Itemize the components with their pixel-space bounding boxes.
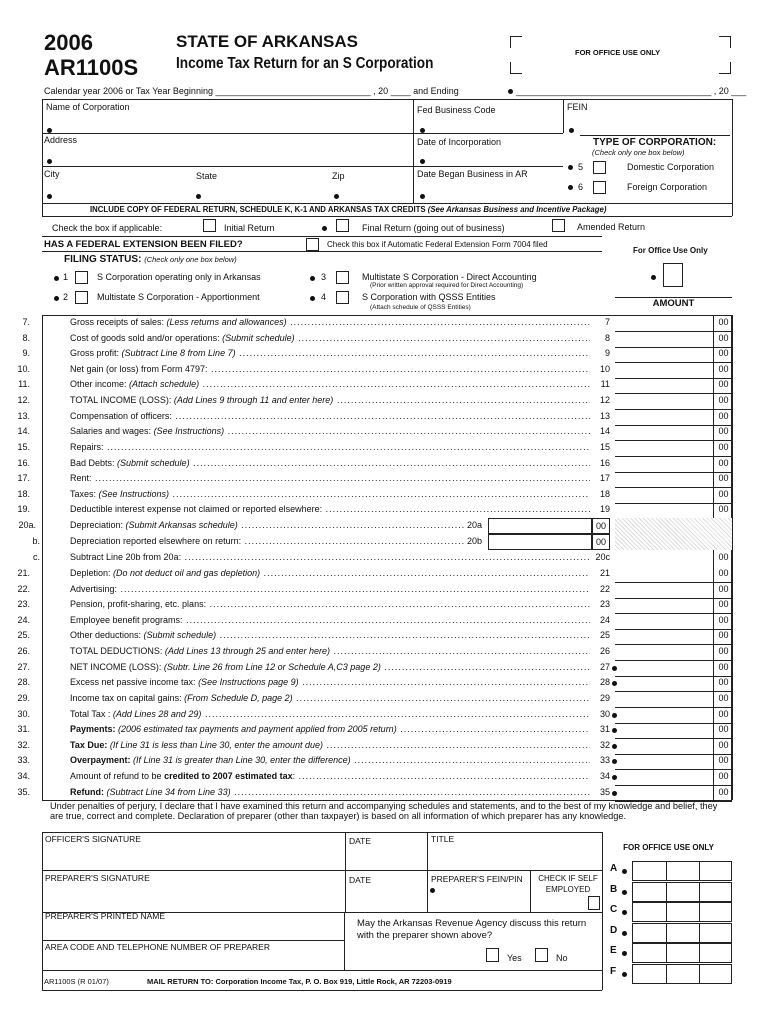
line-number: 17. xyxy=(17,473,30,484)
declaration-text: Under penalties of perjury, I declare that I have examined this return and accompanying schedules and statements, and to the best of my knowledge and belief, they are true, correct and complete. Declaration of preparer (other than taxpayer) is based on all information of which preparer has any knowledge. xyxy=(50,801,718,821)
line-number: 8. xyxy=(22,332,30,343)
line-ref: 16 xyxy=(599,457,610,468)
line-20b-amount[interactable] xyxy=(488,534,592,550)
preparer-signature-label: PREPARER'S SIGNATURE xyxy=(45,873,150,883)
line-number: 12. xyxy=(17,395,30,406)
line-cents: 00 xyxy=(713,738,733,754)
corp-type-5-num: 5 xyxy=(578,162,584,172)
line-cents: 00 xyxy=(713,722,733,738)
line-number: 32. xyxy=(17,739,30,750)
line-ref: 11 xyxy=(600,379,610,390)
line-number: 18. xyxy=(17,488,30,499)
bullet-icon xyxy=(54,296,59,301)
line-33 xyxy=(0,753,770,769)
line-26 xyxy=(0,644,770,660)
status-1-label: S Corporation operating only in Arkansas xyxy=(97,272,261,282)
line-number: 28. xyxy=(17,677,30,688)
line-28 xyxy=(0,675,770,691)
date-inc-label: Date of Incorporation xyxy=(417,137,502,147)
status-1-num: 1 xyxy=(63,272,69,282)
line-description: Depletion: (Do not deduct oil and gas depletion) ..... xyxy=(70,568,590,578)
bullet-icon xyxy=(420,194,425,199)
line-ref: 24 xyxy=(599,614,610,625)
bullet-icon xyxy=(47,159,52,164)
office-code-row xyxy=(632,882,732,902)
initial-return-label: Initial Return xyxy=(224,223,275,233)
line-ref: 29 xyxy=(599,692,610,703)
line-cents: 00 xyxy=(713,613,733,629)
status-3-checkbox[interactable] xyxy=(336,271,349,284)
line-number: 26. xyxy=(17,646,30,657)
office-code-row xyxy=(632,902,732,922)
corp-name-input[interactable] xyxy=(46,114,406,130)
line-cents: 00 xyxy=(713,691,733,707)
line-cents: 00 xyxy=(713,566,733,582)
zip-label: Zip xyxy=(332,171,345,181)
line-description: TOTAL DEDUCTIONS: (Add Lines 13 through 25 and enter here) ..... xyxy=(70,646,590,656)
line-32 xyxy=(0,738,770,754)
line-cents: 00 xyxy=(713,769,733,785)
final-return-checkbox[interactable] xyxy=(336,219,349,232)
corp-type-6-num: 6 xyxy=(578,182,584,192)
line-cents: 00 xyxy=(713,597,733,613)
line-ref: 26 xyxy=(599,646,610,657)
bullet-icon xyxy=(622,931,627,936)
discuss-question: May the Arkansas Revenue Agency discuss this return with the preparer shown above? xyxy=(357,918,587,941)
line-24 xyxy=(0,613,770,629)
line-cents: 00 xyxy=(713,362,733,378)
foreign-corp-checkbox[interactable] xyxy=(593,181,606,194)
line-cents: 00 xyxy=(713,346,733,362)
line-25 xyxy=(0,628,770,644)
filing-status-title: FILING STATUS: (Check only one box below) xyxy=(64,254,237,265)
form-id: AR1100S xyxy=(44,55,139,80)
line-27 xyxy=(0,660,770,676)
line-ref: 27 xyxy=(599,661,610,672)
bullet-icon xyxy=(310,296,315,301)
line-cents: 00 xyxy=(713,440,733,456)
bullet-icon xyxy=(651,275,656,280)
bullet-icon xyxy=(568,185,573,190)
preparer-fein-label: PREPARER'S FEIN/PIN xyxy=(431,874,523,884)
self-employed-checkbox[interactable] xyxy=(588,896,600,910)
status-3-note: (Prior written approval required for Direct Accounting) xyxy=(370,282,524,289)
status-4-checkbox[interactable] xyxy=(336,291,349,304)
bullet-icon xyxy=(568,165,573,170)
line-cents: 00 xyxy=(713,644,733,660)
line-cents: 00 xyxy=(713,377,733,393)
line-description: Rent: ..... xyxy=(70,473,590,483)
discuss-yes-label: Yes xyxy=(507,953,522,963)
corp-type-note: (Check only one box below) xyxy=(592,148,685,157)
extension-note: Check this box if Automatic Federal Extension Form 7004 filed xyxy=(327,240,548,249)
amended-return-checkbox[interactable] xyxy=(552,219,565,232)
check-if-label: Check the box if applicable: xyxy=(52,223,163,233)
extension-checkbox[interactable] xyxy=(306,238,319,251)
bullet-icon xyxy=(430,888,435,893)
line-ref: 32 xyxy=(599,739,610,750)
line-19 xyxy=(0,502,770,518)
form-title: Income Tax Return for an S Corporation xyxy=(176,55,434,72)
bullet-icon xyxy=(47,128,52,133)
city-label: City xyxy=(44,169,60,179)
line-cents: 00 xyxy=(713,393,733,409)
line-description: TOTAL INCOME (LOSS): (Add Lines 9 through 11 and enter here) ..... xyxy=(70,395,590,405)
line-ref: 13 xyxy=(599,410,610,421)
office-code-row xyxy=(632,923,732,943)
office-code-d: D xyxy=(610,924,618,936)
discuss-no-checkbox[interactable] xyxy=(535,948,548,962)
office-code-b: B xyxy=(610,883,618,895)
office-use-label: FOR OFFICE USE ONLY xyxy=(575,48,661,57)
line-ref: 17 xyxy=(599,473,610,484)
preparer-date-label: DATE xyxy=(349,875,372,885)
fein-label: FEIN xyxy=(567,102,588,112)
bullet-icon xyxy=(622,972,627,977)
line-cents: 00 xyxy=(713,471,733,487)
office-code-row xyxy=(632,861,732,881)
bullet-icon xyxy=(622,869,627,874)
line-number: 16. xyxy=(17,457,30,468)
bullet-icon xyxy=(334,194,339,199)
bullet-icon xyxy=(420,159,425,164)
line-description: Income tax on capital gains: (From Schedule D, page 2) ..... xyxy=(70,693,590,703)
line-14 xyxy=(0,424,770,440)
line-number: 22. xyxy=(17,583,30,594)
discuss-no-label: No xyxy=(556,953,568,963)
form-revision: AR1100S (R 01/07) xyxy=(44,977,109,986)
line-description: Employee benefit programs: ..... xyxy=(70,615,590,625)
line-15 xyxy=(0,440,770,456)
line-21 xyxy=(0,566,770,582)
line-ref: 14 xyxy=(599,426,610,437)
line-ref: 8 xyxy=(604,332,610,343)
line-13 xyxy=(0,409,770,425)
office-corner-bl xyxy=(510,62,522,74)
status-3-num: 3 xyxy=(321,272,327,282)
line-number: 24. xyxy=(17,614,30,625)
line-23 xyxy=(0,597,770,613)
bullet-icon xyxy=(322,226,327,231)
line-number: 15. xyxy=(17,441,30,452)
fed-code-label: Fed Business Code xyxy=(417,105,496,115)
line-16 xyxy=(0,456,770,472)
line-cents: 00 xyxy=(713,315,733,331)
bullet-icon xyxy=(420,128,425,133)
line-description: Gross profit: (Subtract Line 8 from Line 7) ..... xyxy=(70,348,590,358)
line-31 xyxy=(0,722,770,738)
line-number: 35. xyxy=(17,786,30,797)
line-cents: 00 xyxy=(713,707,733,723)
line-cents: 00 xyxy=(713,331,733,347)
line-number: 14. xyxy=(17,426,30,437)
corp-name-label: Name of Corporation xyxy=(46,102,130,112)
line-ref: 35 xyxy=(599,786,610,797)
office-code-c: C xyxy=(610,904,618,915)
line-number: 33. xyxy=(17,755,30,766)
corp-type-title: TYPE OF CORPORATION: xyxy=(593,137,717,148)
line-ref: 19 xyxy=(599,504,610,515)
state-label: State xyxy=(196,171,218,181)
state-title: STATE OF ARKANSAS xyxy=(176,32,358,51)
line-8 xyxy=(0,331,770,347)
line-description: Total Tax : (Add Lines 28 and 29) ..... xyxy=(70,709,590,719)
line-ref: 30 xyxy=(599,708,610,719)
line-description: Bad Debts: (Submit schedule) ..... xyxy=(70,458,590,468)
line-description: Advertising: ..... xyxy=(70,584,590,594)
bullet-icon xyxy=(622,910,627,915)
status-2-num: 2 xyxy=(63,292,69,302)
line-number: 34. xyxy=(17,771,30,782)
line-30 xyxy=(0,707,770,723)
line-20a: 20a. Depreciation: (Submit Arkansas schedule) ..... 20a 00 xyxy=(0,518,770,534)
amount-header: AMOUNT xyxy=(615,297,732,310)
bullet-icon xyxy=(622,951,627,956)
office-corner-br xyxy=(719,62,731,74)
line-ref: 21 xyxy=(599,568,610,578)
status-2-label: Multistate S Corporation - Apportionment xyxy=(97,292,260,302)
line-cents: 00 xyxy=(713,502,733,518)
bullet-icon xyxy=(622,890,627,895)
line-description: Pension, profit-sharing, etc. plans: ..... xyxy=(70,599,590,609)
preparer-name-label: PREPARER'S PRINTED NAME xyxy=(45,911,166,921)
line-number: 30. xyxy=(17,708,30,719)
status-4-num: 4 xyxy=(321,292,327,302)
line-cents: 00 xyxy=(713,675,733,691)
include-note: INCLUDE COPY OF FEDERAL RETURN, SCHEDULE K, K-1 AND ARKANSAS TAX CREDITS (See Arkansas Business and Incentive Package) xyxy=(90,205,607,214)
line-description: Amount of refund to be credited to 2007 estimated tax: ..... xyxy=(70,771,590,781)
officer-signature-label: OFFICER'S SIGNATURE xyxy=(45,834,141,844)
line-ref: 28 xyxy=(599,677,610,688)
shaded-area xyxy=(615,518,732,550)
line-ref: 31 xyxy=(599,724,610,735)
line-ref: 10 xyxy=(599,363,610,374)
line-12 xyxy=(0,393,770,409)
phone-label: AREA CODE AND TELEPHONE NUMBER OF PREPARER xyxy=(45,942,270,952)
domestic-corp-checkbox[interactable] xyxy=(593,161,606,174)
status-4-note: (Attach schedule of QSSS Entities) xyxy=(370,304,471,311)
line-34 xyxy=(0,769,770,785)
line-10 xyxy=(0,362,770,378)
bullet-icon xyxy=(47,194,52,199)
line-description: Taxes: (See Instructions) ..... xyxy=(70,489,590,499)
line-description: Tax Due: (If Line 31 is less than Line 30, enter the amount due) ..... xyxy=(70,740,590,750)
line-number: 10. xyxy=(17,363,30,374)
mail-address: MAIL RETURN TO: Corporation Income Tax, P. O. Box 919, Little Rock, AR 72203-0919 xyxy=(147,977,452,986)
line-description: Overpayment: (If Line 31 is greater than Line 30, enter the difference) ..... xyxy=(70,755,590,765)
calendar-line: Calendar year 2006 or Tax Year Beginning _______________________________ , 20 ____ and Ending xyxy=(44,86,459,96)
line-description: Deductible interest expense not claimed or reported elsewhere: ..... xyxy=(70,504,590,514)
bullet-icon xyxy=(310,276,315,281)
bullet-icon xyxy=(196,194,201,199)
line-cents: 00 xyxy=(713,753,733,769)
line-cents: 00 xyxy=(713,628,733,644)
office-code-row xyxy=(632,964,732,984)
line-description: Other income: (Attach schedule) ..... xyxy=(70,379,590,389)
line-number: 27. xyxy=(17,661,30,672)
status-2-checkbox[interactable] xyxy=(75,291,88,304)
line-description: Cost of goods sold and/or operations: (Submit schedule) ..... xyxy=(70,333,590,343)
officer-title-label: TITLE xyxy=(431,834,455,844)
line-cents: 00 xyxy=(713,487,733,503)
line-11 xyxy=(0,377,770,393)
status-1-checkbox[interactable] xyxy=(75,271,88,284)
self-employed-label: CHECK IF SELF EMPLOYED xyxy=(538,874,598,894)
domestic-corp-label: Domestic Corporation xyxy=(627,162,715,172)
line-description: Salaries and wages: (See Instructions) ..... xyxy=(70,426,590,436)
line-ref: 22 xyxy=(599,583,610,594)
line-ref: 12 xyxy=(599,395,610,406)
line-number: 11. xyxy=(18,379,30,390)
line-cents: 00 xyxy=(713,785,733,801)
office-code-a: A xyxy=(610,863,618,874)
line-ref: 23 xyxy=(599,599,610,610)
line-22 xyxy=(0,582,770,598)
line-number: 23. xyxy=(17,599,30,610)
final-return-label: Final Return (going out of business) xyxy=(362,223,505,233)
line-cents: 00 xyxy=(713,424,733,440)
line-description: Net gain (or loss) from Form 4797: ..... xyxy=(70,364,590,374)
status-4-label: S Corporation with QSSS Entities xyxy=(362,292,496,302)
initial-return-checkbox[interactable] xyxy=(203,219,216,232)
line-description: Repairs: ..... xyxy=(70,442,590,452)
amended-return-label: Amended Return xyxy=(577,222,646,232)
line-18 xyxy=(0,487,770,503)
line-ref: 33 xyxy=(599,755,610,766)
line-29 xyxy=(0,691,770,707)
line-description: Compensation of officers: ..... xyxy=(70,411,590,421)
office-use-bottom-header: FOR OFFICE USE ONLY xyxy=(605,832,732,860)
office-code-e: E xyxy=(610,945,617,956)
bullet-icon xyxy=(508,89,513,94)
line-ref: 18 xyxy=(599,488,610,499)
line-number: 9. xyxy=(22,348,30,359)
line-description: Payments: (2006 estimated tax payments and payment applied from 2005 return) ..... xyxy=(70,724,590,734)
address-label: Address xyxy=(44,135,78,145)
form-year: 2006 xyxy=(44,30,93,55)
line-number: 29. xyxy=(17,692,30,703)
line-cents: 00 xyxy=(713,456,733,472)
office-code-f: F xyxy=(610,965,617,977)
line-20a-amount[interactable] xyxy=(488,518,592,534)
officer-date-label: DATE xyxy=(349,836,372,846)
line-7 xyxy=(0,315,770,331)
line-9 xyxy=(0,346,770,362)
office-corner-tr xyxy=(719,36,731,48)
line-description: Excess net passive income tax: (See Instructions page 9) ..... xyxy=(70,677,590,687)
extension-question: HAS A FEDERAL EXTENSION BEEN FILED? xyxy=(44,239,243,250)
line-number: 25. xyxy=(17,630,30,641)
line-number: 13. xyxy=(17,410,30,421)
line-ref: 9 xyxy=(604,348,610,359)
calendar-end: _______________________________________ , 20 ___ xyxy=(516,86,747,96)
bullet-icon xyxy=(569,128,574,133)
line-ref: 7 xyxy=(604,317,610,327)
line-description: NET INCOME (LOSS): (Subtr. Line 26 from Line 12 or Schedule A,C3 page 2) ..... xyxy=(70,662,590,672)
line-cents: 00 xyxy=(713,409,733,425)
line-description: Other deductions: (Submit schedule) ..... xyxy=(70,630,590,640)
line-20b: b. Depreciation reported elsewhere on return: ..... 20b 00 xyxy=(0,534,770,550)
line-20c: c. Subtract Line 20b from 20a: ..... 20c 00 xyxy=(0,550,770,566)
line-number: 21. xyxy=(17,568,30,578)
line-ref: 25 xyxy=(599,630,610,641)
line-number: 19. xyxy=(17,504,30,515)
line-cents: 00 xyxy=(713,660,733,676)
line-35 xyxy=(0,785,770,801)
office-code-row xyxy=(632,943,732,963)
line-description: Refund: (Subtract Line 34 from Line 33) ..... xyxy=(70,787,590,797)
office-corner-tl xyxy=(510,36,522,48)
line-ref: 15 xyxy=(599,441,610,452)
line-ref: 34 xyxy=(599,771,610,782)
line-cents: 00 xyxy=(713,582,733,598)
date-began-label: Date Began Business in AR xyxy=(417,169,528,179)
line-17 xyxy=(0,471,770,487)
foreign-corp-label: Foreign Corporation xyxy=(627,182,708,192)
line-number: 7. xyxy=(22,317,30,327)
bullet-icon xyxy=(54,276,59,281)
line-number: 31. xyxy=(17,724,30,735)
address-input[interactable] xyxy=(46,146,406,164)
discuss-yes-checkbox[interactable] xyxy=(486,948,499,962)
status-3-label: Multistate S Corporation - Direct Accounting xyxy=(362,272,537,282)
line-description: Gross receipts of sales: (Less returns and allowances) ..... xyxy=(70,317,590,327)
office-use-box xyxy=(663,263,683,287)
office-use-only-label: For Office Use Only xyxy=(633,246,708,255)
